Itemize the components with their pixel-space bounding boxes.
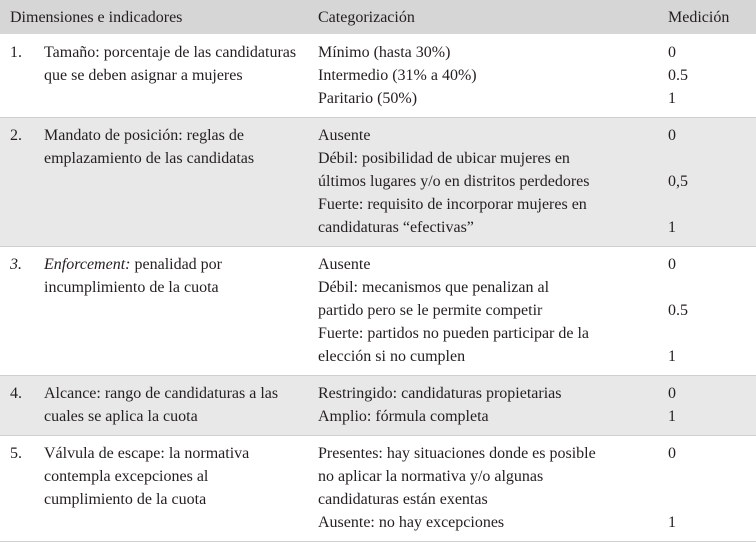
measurement-value: 1 — [668, 348, 676, 365]
measurement-value: 0.5 — [668, 67, 688, 84]
categorization-line: Débil: mecanismos que penalizan al — [318, 279, 550, 296]
categorization-line: Débil: posibilidad de ubicar mujeres en — [318, 150, 570, 167]
measurement-value: 0 — [668, 385, 676, 402]
measurement-value: 0.5 — [668, 302, 688, 319]
categorization-line: Mínimo (hasta 30%) — [318, 44, 451, 61]
categorization-line: Ausente — [318, 256, 371, 273]
header-row — [0, 0, 756, 35]
dimension-text — [44, 41, 308, 87]
dimension-description: Válvula de escape: la normativa contempla excepciones al cumplimiento de la cuota — [44, 445, 250, 508]
measurement-value — [668, 193, 756, 216]
categorization-cell — [308, 376, 666, 436]
measurement-value: 0,5 — [668, 173, 688, 190]
measurement-value: 1 — [668, 408, 676, 425]
categorization-cell — [308, 247, 666, 376]
dimension-number: 3. — [10, 256, 22, 273]
dimension-description: Tamaño: porcentaje de las candidaturas que se deben asignar a mujeres — [44, 44, 297, 84]
dimension-cell — [0, 118, 308, 247]
dimension-number: 2. — [10, 127, 22, 144]
measurement-cell — [666, 376, 756, 436]
measurement-value — [668, 465, 756, 488]
dimension-cell — [0, 376, 308, 436]
table-header — [0, 0, 756, 35]
dimension-wrapper — [10, 442, 308, 511]
categorization-line: Restringido: candidaturas propietarias — [318, 385, 562, 402]
dimension-cell — [0, 247, 308, 376]
measurement-value: 1 — [668, 219, 676, 236]
measurement-value: 1 — [668, 90, 676, 107]
categorization-cell — [308, 35, 666, 118]
dimension-wrapper — [10, 124, 308, 170]
categorization-cell — [308, 118, 666, 247]
dimension-number: 1. — [10, 44, 22, 61]
categorization-line: Amplio: fórmula completa — [318, 408, 489, 425]
measurement-value: 1 — [668, 514, 676, 531]
measurement-cell — [666, 247, 756, 376]
header-categorization: Categorización — [308, 0, 666, 35]
measurement-value — [668, 488, 756, 511]
categorization-line: no aplicar la normativa y/o algunas — [318, 468, 544, 485]
dimension-number: 5. — [10, 445, 22, 462]
table-row — [0, 118, 756, 247]
table-row — [0, 35, 756, 118]
categorization-line: Fuerte: requisito de incorporar mujeres en — [318, 196, 587, 213]
header-dimensions: Dimensiones e indicadores — [0, 0, 308, 35]
dimension-wrapper — [10, 41, 308, 87]
dimension-cell — [0, 35, 308, 118]
table-row — [0, 376, 756, 436]
categorization-line: últimos lugares y/o en distritos perdedores — [318, 173, 590, 190]
measurement-cell — [666, 35, 756, 118]
categorization-line: Intermedio (31% a 40%) — [318, 67, 477, 84]
categorization-line: Ausente — [318, 127, 371, 144]
categorization-line: Presentes: hay situaciones donde es posible — [318, 445, 596, 462]
dimension-description: Alcance: rango de candidaturas a las cuales se aplica la cuota — [44, 385, 279, 425]
dimension-description: penalidad por incumplimiento de la cuota — [44, 256, 223, 296]
dimension-number: 4. — [10, 385, 22, 402]
categorization-line: Ausente: no hay excepciones — [318, 514, 505, 531]
dimension-text — [44, 124, 308, 170]
categorization-line: Paritario (50%) — [318, 90, 418, 107]
measurement-value: 0 — [668, 445, 676, 462]
table-row — [0, 247, 756, 376]
categorization-line: candidaturas “efectivas” — [318, 219, 474, 236]
measurement-value — [668, 147, 756, 170]
measurement-value — [668, 276, 756, 299]
table-body — [0, 35, 756, 542]
measurement-value: 0 — [668, 44, 676, 61]
categorization-line: partido pero se le permite competir — [318, 302, 543, 319]
categorization-line: elección si no cumplen — [318, 348, 466, 365]
dimension-wrapper — [10, 253, 308, 299]
measurement-cell — [666, 436, 756, 542]
categorization-line: candidaturas están exentas — [318, 491, 488, 508]
header-measurement: Medición — [666, 0, 756, 35]
categorization-line: Fuerte: partidos no pueden participar de la — [318, 325, 590, 342]
table-row — [0, 436, 756, 542]
dimension-text — [44, 382, 308, 428]
dimension-description: Mandato de posición: reglas de emplazamiento de las candidatas — [44, 127, 255, 167]
dimension-text — [44, 253, 308, 299]
measurement-value — [668, 322, 756, 345]
dimension-cell — [0, 436, 308, 542]
dimension-text — [44, 442, 308, 511]
dimension-wrapper — [10, 382, 308, 428]
measurement-cell — [666, 118, 756, 247]
measurement-value: 0 — [668, 127, 676, 144]
dimension-italic-term: Enforcement: — [44, 256, 131, 273]
measurement-value: 0 — [668, 256, 676, 273]
categorization-cell — [308, 436, 666, 542]
